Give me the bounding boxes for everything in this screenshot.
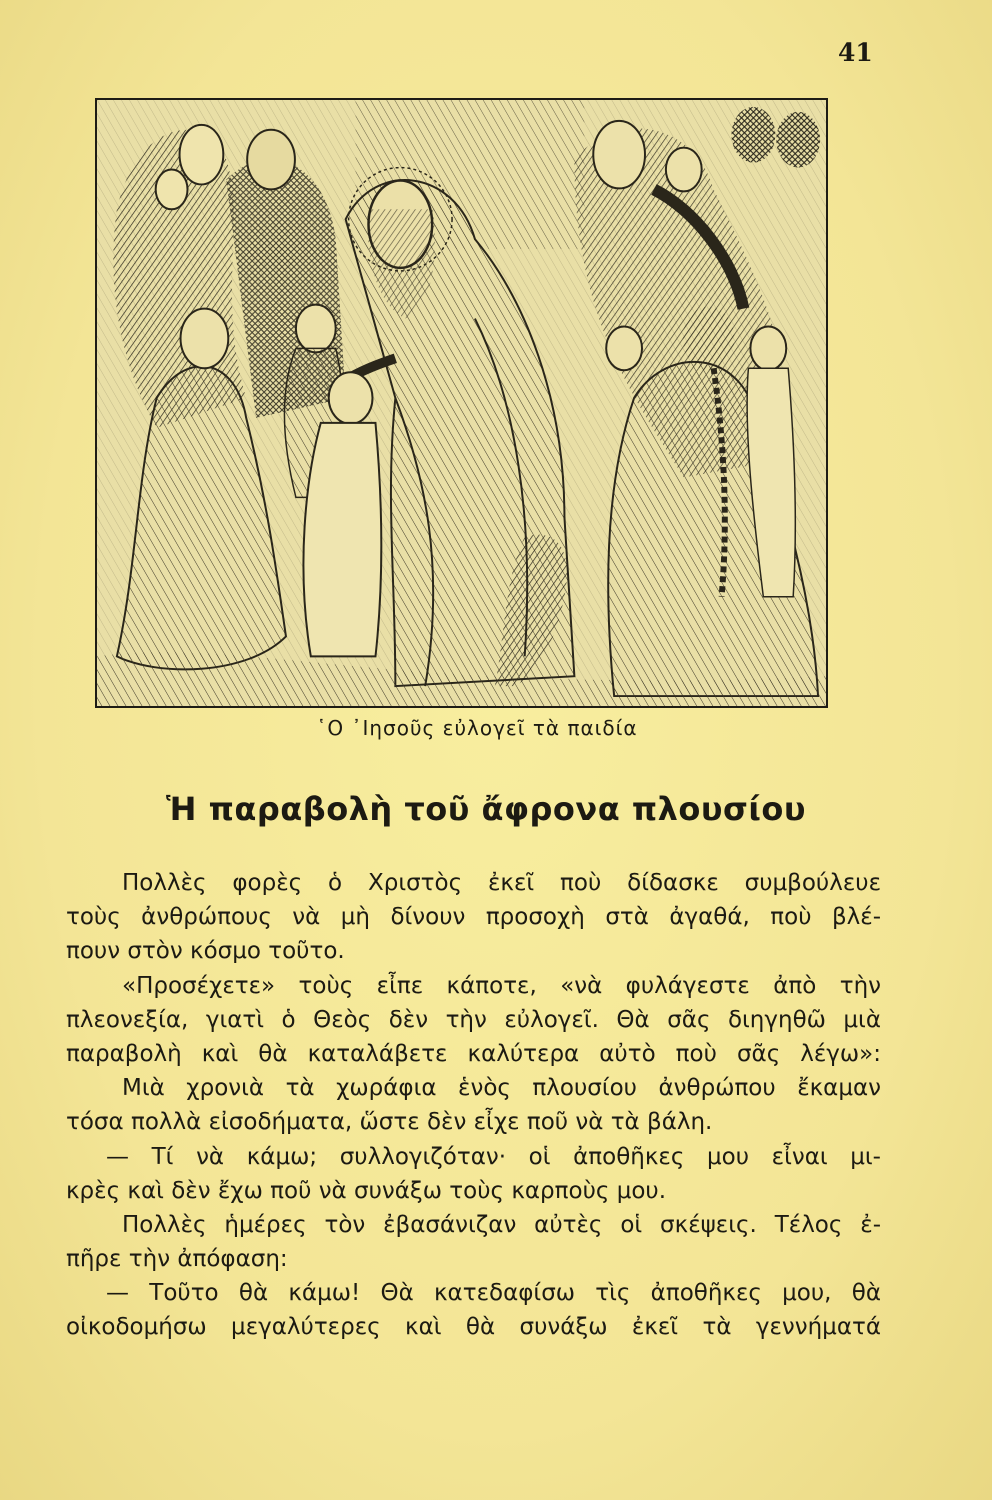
text-line: τόσα πολλὰ εἰσοδήματα, ὥστε δὲν εἶχε ποῦ νὰ τὰ βάλη.: [66, 1109, 713, 1136]
engraving-image: [97, 100, 826, 706]
section-title: [0, 790, 992, 828]
text-line: κρὲς καὶ δὲν ἔχω ποῦ νὰ συνάξω τοὺς καρποὺς μου.: [66, 1177, 667, 1204]
engraving-illustration: [95, 98, 828, 708]
text-line: πλεονεξία, γιατὶ ὁ Θεὸς δὲν τὴν εὐλογεῖ. Θὰ σᾶς διηγηθῶ μιὰ: [66, 1006, 881, 1033]
figure-caption: [0, 716, 992, 740]
text-line: πῆρε τὴν ἀπόφαση:: [66, 1246, 288, 1273]
page-number: 41: [838, 38, 873, 67]
text-line: παραβολὴ καὶ θὰ καταλάβετε καλύτερα αὐτὸ ποὺ σᾶς λέγω»:: [66, 1040, 881, 1067]
text-line: τοὺς ἀνθρώπους νὰ μὴ δίνουν προσοχὴ στὰ ἀγαθά, ποὺ βλέ-: [66, 904, 881, 931]
text-line: — Τί νὰ κάμω; συλλογιζόταν· οἱ ἀποθῆκες μου εἶναι μι-: [106, 1143, 881, 1170]
text-line: Πολλὲς ἡμέρες τὸν ἐβασάνιζαν αὐτὲς οἱ σκέψεις. Τέλος ἐ-: [122, 1211, 881, 1238]
text-line: οἰκοδομήσω μεγαλύτερες καὶ θὰ συνάξω ἐκεῖ τὰ γεννήματά: [66, 1314, 881, 1341]
text-line: πουν στὸν κόσμο τοῦτο.: [66, 938, 345, 965]
text-line: «Προσέχετε» τοὺς εἶπε κάποτε, «νὰ φυλάγεστε ἀπὸ τὴν: [122, 972, 881, 999]
text-line: Μιὰ χρονιὰ τὰ χωράφια ἑνὸς πλουσίου ἀνθρώπου ἔκαμαν: [122, 1075, 881, 1102]
text-line: Πολλὲς φορὲς ὁ Χριστὸς ἐκεῖ ποὺ δίδασκε συμβούλευε: [122, 870, 881, 896]
section-title-text: Ἡ παραβολὴ τοῦ ἄφρονα πλουσίου: [166, 790, 806, 828]
body-text: [66, 866, 881, 1345]
text-line: — Τοῦτο θὰ κάμω! Θὰ κατεδαφίσω τὶς ἀποθῆκες μου, θὰ: [106, 1280, 881, 1307]
figure-caption-text: ῾Ο ᾿Ιησοῦς εὐλογεῖ τὰ παιδία: [316, 716, 638, 740]
